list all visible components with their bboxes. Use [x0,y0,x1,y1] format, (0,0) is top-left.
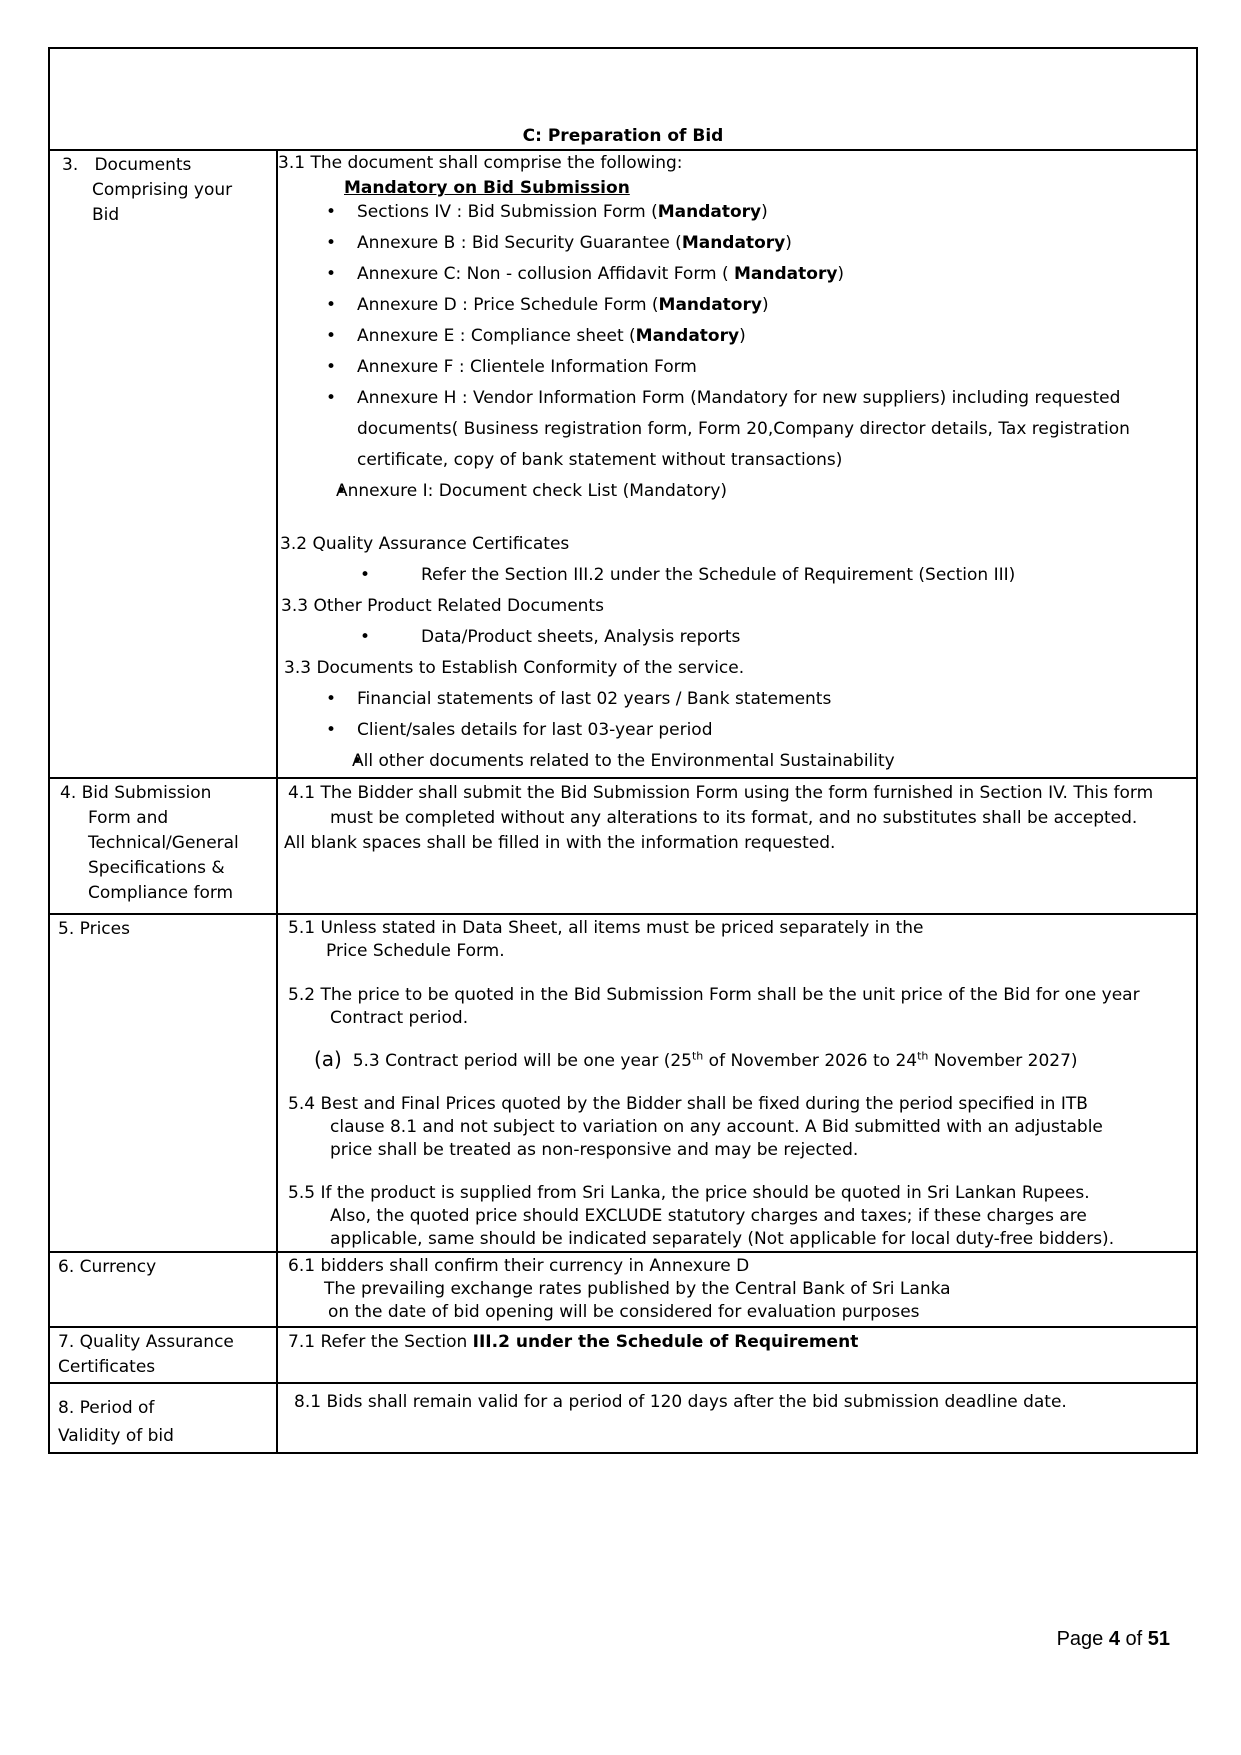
submission-content-cell [277,778,1197,914]
list-item: • Sections IV : Bid Submission Form (Mandatory) [278,197,1196,228]
row-label: Validity of bid [58,1426,174,1446]
paragraph: 7.1 Refer the Section III.2 under the Schedule of Requirement [288,1332,859,1352]
row-number: 3. [62,155,79,175]
row-label: Bid [92,205,120,225]
paragraph: The prevailing exchange rates published by the Central Bank of Sri Lanka [324,1279,951,1299]
quality-row [49,1327,1197,1383]
validity-label-cell [49,1383,277,1453]
list-item: • Annexure E : Compliance sheet (Mandatory) [278,321,1196,352]
row-label: Compliance form [88,883,234,903]
row-label: Specifications & [88,858,225,878]
prices-content-cell [277,914,1197,1252]
subsection-heading: 3.2 Quality Assurance Certificates [280,534,570,554]
validity-row [49,1383,1197,1453]
section-title: C: Preparation of Bid [522,126,724,146]
mandatory-heading: Mandatory on Bid Submission [344,178,630,198]
row-label: 5. Prices [58,919,130,939]
list-item: • Annexure F : Clientele Information Form [278,352,1196,383]
row-label: Certificates [58,1357,156,1377]
paragraph: on the date of bid opening will be considered for evaluation purposes [328,1302,920,1322]
paragraph: (a) 5.3 Contract period will be one year (25th of November 2026 to 24th November 2027) [314,1047,1078,1071]
paragraph: 6.1 bidders shall confirm their currency in Annexure D [288,1256,750,1276]
subsection-heading: 3.3 Other Product Related Documents [281,596,604,616]
row-label: 7. Quality Assurance [58,1332,234,1352]
paragraph: 5.1 Unless stated in Data Sheet, all items must be priced separately in the [288,918,924,938]
currency-label-cell [49,1252,277,1327]
row-label: Technical/General [88,833,239,853]
bid-preparation-table [48,47,1198,1454]
subsection-heading: 3.3 Documents to Establish Conformity of the service. [284,658,745,678]
prices-label-cell [49,914,277,1252]
list-item: • Data/Product sheets, Analysis reports [278,622,1196,653]
currency-row [49,1252,1197,1327]
list-item: • Financial statements of last 02 years / Bank statements [278,684,1196,715]
documents-content-cell [277,150,1197,778]
list-item: • Annexure H : Vendor Information Form (Mandatory for new suppliers) including requested [278,383,1196,414]
list-item: • Client/sales details for last 03-year period [278,715,1196,746]
section-title-cell [49,48,1197,150]
row-label: Comprising your [92,180,233,200]
paragraph: Also, the quoted price should EXCLUDE statutory charges and taxes; if these charges are [330,1206,1087,1226]
paragraph: 5.4 Best and Final Prices quoted by the Bidder shall be fixed during the period specified in ITB [288,1094,1088,1114]
paragraph: applicable, same should be indicated separately (Not applicable for local duty-free bidders). [330,1229,1115,1249]
list-item: • Annexure D : Price Schedule Form (Mandatory) [278,290,1196,321]
paragraph: 5.2 The price to be quoted in the Bid Submission Form shall be the unit price of the Bid for one year [288,985,1140,1005]
documents-row [49,150,1197,778]
currency-content-cell [277,1252,1197,1327]
submission-label-cell [49,778,277,914]
quality-content-cell [277,1327,1197,1383]
paragraph: clause 8.1 and not subject to variation on any account. A Bid submitted with an adjustable [330,1117,1103,1137]
list-item: • All other documents related to the Environmental Sustainability [278,746,1196,777]
submission-row [49,778,1197,914]
section-header-row [49,48,1197,150]
list-item: • Annexure I: Document check List (Mandatory) [278,476,1196,507]
paragraph: Price Schedule Form. [326,941,505,961]
list-item: • Annexure B : Bid Security Guarantee (Mandatory) [278,228,1196,259]
list-item: • Annexure C: Non - collusion Affidavit Form ( Mandatory) [278,259,1196,290]
row-label: Form and [88,808,169,828]
documents-label-cell [49,150,277,778]
page-number: Page 4 of 51 [1056,1628,1170,1650]
prices-row [49,914,1197,1252]
list-item: • Refer the Section III.2 under the Schedule of Requirement (Section III) [278,560,1196,591]
list-item-continuation: certificate, copy of bank statement without transactions) [357,450,843,470]
paragraph: 5.5 If the product is supplied from Sri Lanka, the price should be quoted in Sri Lankan Rupees. [288,1183,1090,1203]
quality-label-cell [49,1327,277,1383]
validity-content-cell [277,1383,1197,1453]
row-label: Documents [94,155,192,175]
paragraph: 4.1 The Bidder shall submit the Bid Submission Form using the form furnished in Section IV. This form [288,783,1154,803]
paragraph: Contract period. [330,1008,469,1028]
row-label: 6. Currency [58,1257,157,1277]
paragraph: 8.1 Bids shall remain valid for a period of 120 days after the bid submission deadline date. [294,1392,1067,1412]
paragraph: price shall be treated as non-responsive and may be rejected. [330,1140,859,1160]
paragraph: 3.1 The document shall comprise the following: [278,153,683,173]
paragraph: All blank spaces shall be filled in with the information requested. [284,833,836,853]
list-item-continuation: documents( Business registration form, Form 20,Company director details, Tax registration [357,419,1130,439]
paragraph: must be completed without any alterations to its format, and no substitutes shall be accepted. [330,808,1138,828]
row-label: 8. Period of [58,1398,155,1418]
row-label: 4. Bid Submission [60,783,212,803]
